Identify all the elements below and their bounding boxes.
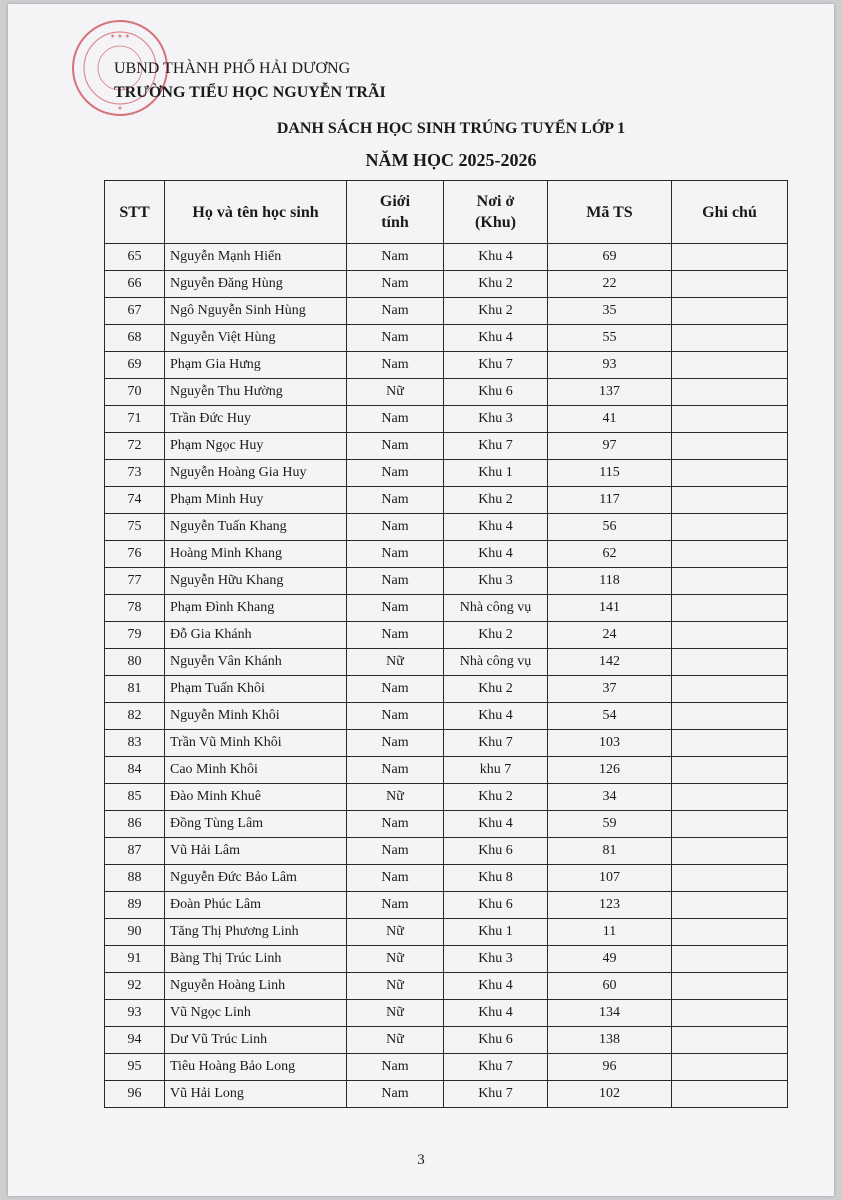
svg-text:★ ★ ★: ★ ★ ★ bbox=[110, 33, 130, 40]
cell-stt: 73 bbox=[105, 460, 165, 487]
cell-student-name: Dư Vũ Trúc Linh bbox=[165, 1027, 347, 1054]
cell-stt: 92 bbox=[105, 973, 165, 1000]
cell-note bbox=[672, 622, 788, 649]
table-row bbox=[105, 460, 788, 487]
cell-stt: 65 bbox=[105, 244, 165, 271]
cell-note bbox=[672, 730, 788, 757]
cell-student-name: Bàng Thị Trúc Linh bbox=[165, 946, 347, 973]
cell-area: Khu 2 bbox=[444, 676, 548, 703]
header-area bbox=[444, 181, 548, 244]
cell-stt: 80 bbox=[105, 649, 165, 676]
cell-student-name: Cao Minh Khôi bbox=[165, 757, 347, 784]
cell-code: 22 bbox=[548, 271, 672, 298]
cell-gender: Nam bbox=[347, 595, 444, 622]
header-name: Họ và tên học sinh bbox=[165, 181, 347, 244]
cell-code: 123 bbox=[548, 892, 672, 919]
table-row bbox=[105, 946, 788, 973]
cell-gender: Nam bbox=[347, 244, 444, 271]
header-stt: STT bbox=[105, 181, 165, 244]
cell-note bbox=[672, 541, 788, 568]
cell-stt: 93 bbox=[105, 1000, 165, 1027]
cell-code: 56 bbox=[548, 514, 672, 541]
header-area-line1: Nơi ở bbox=[476, 193, 515, 210]
cell-code: 41 bbox=[548, 406, 672, 433]
cell-student-name: Phạm Minh Huy bbox=[165, 487, 347, 514]
cell-gender: Nam bbox=[347, 433, 444, 460]
table-row bbox=[105, 622, 788, 649]
cell-student-name: Đào Minh Khuê bbox=[165, 784, 347, 811]
cell-code: 102 bbox=[548, 1081, 672, 1108]
cell-note bbox=[672, 298, 788, 325]
cell-student-name: Nguyễn Thu Hường bbox=[165, 379, 347, 406]
cell-student-name: Nguyễn Minh Khôi bbox=[165, 703, 347, 730]
cell-area: Khu 7 bbox=[444, 352, 548, 379]
table-row bbox=[105, 1027, 788, 1054]
cell-stt: 86 bbox=[105, 811, 165, 838]
cell-gender: Nam bbox=[347, 892, 444, 919]
cell-gender: Nam bbox=[347, 325, 444, 352]
cell-code: 115 bbox=[548, 460, 672, 487]
cell-stt: 72 bbox=[105, 433, 165, 460]
cell-gender: Nam bbox=[347, 406, 444, 433]
cell-area: Khu 4 bbox=[444, 325, 548, 352]
cell-gender: Nam bbox=[347, 271, 444, 298]
table-row bbox=[105, 244, 788, 271]
cell-area: Khu 4 bbox=[444, 973, 548, 1000]
cell-stt: 85 bbox=[105, 784, 165, 811]
cell-stt: 78 bbox=[105, 595, 165, 622]
cell-student-name: Nguyễn Hữu Khang bbox=[165, 568, 347, 595]
cell-code: 93 bbox=[548, 352, 672, 379]
cell-area: Khu 7 bbox=[444, 730, 548, 757]
cell-stt: 67 bbox=[105, 298, 165, 325]
cell-code: 24 bbox=[548, 622, 672, 649]
cell-gender: Nam bbox=[347, 811, 444, 838]
cell-stt: 90 bbox=[105, 919, 165, 946]
cell-stt: 71 bbox=[105, 406, 165, 433]
cell-code: 81 bbox=[548, 838, 672, 865]
cell-area: Khu 3 bbox=[444, 946, 548, 973]
cell-note bbox=[672, 919, 788, 946]
cell-code: 97 bbox=[548, 433, 672, 460]
table-row bbox=[105, 784, 788, 811]
cell-student-name: Phạm Ngọc Huy bbox=[165, 433, 347, 460]
cell-note bbox=[672, 1027, 788, 1054]
cell-note bbox=[672, 784, 788, 811]
cell-code: 62 bbox=[548, 541, 672, 568]
cell-stt: 70 bbox=[105, 379, 165, 406]
cell-code: 137 bbox=[548, 379, 672, 406]
table-row bbox=[105, 271, 788, 298]
table-header-row bbox=[105, 181, 788, 244]
table-row bbox=[105, 595, 788, 622]
cell-student-name: Ngô Nguyễn Sinh Hùng bbox=[165, 298, 347, 325]
cell-student-name: Trần Vũ Minh Khôi bbox=[165, 730, 347, 757]
cell-note bbox=[672, 703, 788, 730]
cell-gender: Nữ bbox=[347, 379, 444, 406]
page-number: 3 bbox=[417, 1152, 425, 1168]
cell-stt: 81 bbox=[105, 676, 165, 703]
cell-stt: 89 bbox=[105, 892, 165, 919]
cell-note bbox=[672, 757, 788, 784]
cell-note bbox=[672, 865, 788, 892]
cell-student-name: Đỗ Gia Khánh bbox=[165, 622, 347, 649]
cell-area: Khu 7 bbox=[444, 1054, 548, 1081]
cell-stt: 66 bbox=[105, 271, 165, 298]
cell-area: khu 7 bbox=[444, 757, 548, 784]
cell-gender: Nam bbox=[347, 460, 444, 487]
header-note: Ghi chú bbox=[672, 181, 788, 244]
cell-area: Khu 8 bbox=[444, 865, 548, 892]
cell-code: 60 bbox=[548, 973, 672, 1000]
cell-gender: Nam bbox=[347, 703, 444, 730]
cell-student-name: Phạm Tuấn Khôi bbox=[165, 676, 347, 703]
cell-code: 34 bbox=[548, 784, 672, 811]
table-row bbox=[105, 892, 788, 919]
cell-note bbox=[672, 325, 788, 352]
table-row bbox=[105, 838, 788, 865]
cell-area: Khu 4 bbox=[444, 811, 548, 838]
cell-gender: Nữ bbox=[347, 1027, 444, 1054]
table-row bbox=[105, 568, 788, 595]
cell-code: 134 bbox=[548, 1000, 672, 1027]
cell-note bbox=[672, 514, 788, 541]
cell-area: Khu 4 bbox=[444, 514, 548, 541]
table-row bbox=[105, 514, 788, 541]
cell-code: 35 bbox=[548, 298, 672, 325]
cell-student-name: Hoàng Minh Khang bbox=[165, 541, 347, 568]
cell-gender: Nam bbox=[347, 1081, 444, 1108]
table-row bbox=[105, 811, 788, 838]
cell-code: 49 bbox=[548, 946, 672, 973]
cell-note bbox=[672, 892, 788, 919]
cell-note bbox=[672, 271, 788, 298]
cell-stt: 68 bbox=[105, 325, 165, 352]
cell-student-name: Vũ Hải Long bbox=[165, 1081, 347, 1108]
cell-note bbox=[672, 649, 788, 676]
cell-student-name: Nguyễn Đăng Hùng bbox=[165, 271, 347, 298]
table-row bbox=[105, 325, 788, 352]
cell-student-name: Nguyễn Vân Khánh bbox=[165, 649, 347, 676]
cell-note bbox=[672, 676, 788, 703]
cell-gender: Nam bbox=[347, 298, 444, 325]
table-row bbox=[105, 406, 788, 433]
table-row bbox=[105, 676, 788, 703]
cell-area: Nhà công vụ bbox=[444, 595, 548, 622]
cell-note bbox=[672, 946, 788, 973]
table-row bbox=[105, 1054, 788, 1081]
table-row bbox=[105, 433, 788, 460]
cell-student-name: Đồng Tùng Lâm bbox=[165, 811, 347, 838]
cell-area: Khu 7 bbox=[444, 1081, 548, 1108]
cell-area: Khu 6 bbox=[444, 892, 548, 919]
cell-note bbox=[672, 1081, 788, 1108]
cell-student-name: Nguyễn Hoàng Linh bbox=[165, 973, 347, 1000]
cell-note bbox=[672, 1000, 788, 1027]
cell-note bbox=[672, 595, 788, 622]
cell-note bbox=[672, 460, 788, 487]
cell-gender: Nữ bbox=[347, 973, 444, 1000]
cell-code: 11 bbox=[548, 919, 672, 946]
cell-stt: 75 bbox=[105, 514, 165, 541]
cell-area: Khu 6 bbox=[444, 379, 548, 406]
cell-gender: Nam bbox=[347, 676, 444, 703]
student-list-table bbox=[104, 180, 788, 1108]
cell-gender: Nam bbox=[347, 568, 444, 595]
cell-area: Khu 2 bbox=[444, 784, 548, 811]
cell-area: Khu 2 bbox=[444, 622, 548, 649]
cell-code: 103 bbox=[548, 730, 672, 757]
cell-area: Khu 4 bbox=[444, 1000, 548, 1027]
cell-gender: Nam bbox=[347, 514, 444, 541]
svg-text:★: ★ bbox=[117, 105, 123, 112]
table-row bbox=[105, 1000, 788, 1027]
cell-gender: Nam bbox=[347, 757, 444, 784]
cell-code: 96 bbox=[548, 1054, 672, 1081]
cell-code: 141 bbox=[548, 595, 672, 622]
table-row bbox=[105, 865, 788, 892]
header-area-line2: (Khu) bbox=[475, 214, 516, 231]
table-row bbox=[105, 919, 788, 946]
table-row bbox=[105, 730, 788, 757]
cell-gender: Nam bbox=[347, 541, 444, 568]
cell-area: Khu 2 bbox=[444, 487, 548, 514]
table-row bbox=[105, 649, 788, 676]
cell-gender: Nữ bbox=[347, 784, 444, 811]
header-gender-line2: tính bbox=[381, 214, 409, 231]
cell-gender: Nữ bbox=[347, 919, 444, 946]
cell-stt: 74 bbox=[105, 487, 165, 514]
cell-code: 59 bbox=[548, 811, 672, 838]
document-page bbox=[8, 4, 834, 1196]
cell-student-name: Trần Đức Huy bbox=[165, 406, 347, 433]
cell-area: Khu 2 bbox=[444, 298, 548, 325]
cell-area: Khu 4 bbox=[444, 703, 548, 730]
cell-code: 37 bbox=[548, 676, 672, 703]
cell-code: 117 bbox=[548, 487, 672, 514]
cell-code: 126 bbox=[548, 757, 672, 784]
document-title: DANH SÁCH HỌC SINH TRÚNG TUYỂN LỚP 1 bbox=[276, 120, 626, 137]
cell-code: 118 bbox=[548, 568, 672, 595]
cell-student-name: Nguyễn Việt Hùng bbox=[165, 325, 347, 352]
table-row bbox=[105, 703, 788, 730]
cell-code: 142 bbox=[548, 649, 672, 676]
cell-area: Nhà công vụ bbox=[444, 649, 548, 676]
issuing-authority: UBND THÀNH PHỐ HẢI DƯƠNG bbox=[114, 60, 351, 77]
cell-stt: 82 bbox=[105, 703, 165, 730]
cell-stt: 76 bbox=[105, 541, 165, 568]
cell-note bbox=[672, 433, 788, 460]
cell-note bbox=[672, 838, 788, 865]
cell-student-name: Vũ Hải Lâm bbox=[165, 838, 347, 865]
header-gender-line1: Giới bbox=[379, 193, 411, 210]
cell-stt: 87 bbox=[105, 838, 165, 865]
cell-note bbox=[672, 244, 788, 271]
table-row bbox=[105, 757, 788, 784]
table-row bbox=[105, 298, 788, 325]
cell-code: 69 bbox=[548, 244, 672, 271]
cell-note bbox=[672, 379, 788, 406]
cell-stt: 79 bbox=[105, 622, 165, 649]
cell-stt: 96 bbox=[105, 1081, 165, 1108]
cell-gender: Nữ bbox=[347, 946, 444, 973]
cell-student-name: Vũ Ngọc Linh bbox=[165, 1000, 347, 1027]
cell-gender: Nam bbox=[347, 730, 444, 757]
cell-student-name: Nguyễn Mạnh Hiển bbox=[165, 244, 347, 271]
cell-student-name: Phạm Đình Khang bbox=[165, 595, 347, 622]
cell-student-name: Nguyễn Hoàng Gia Huy bbox=[165, 460, 347, 487]
cell-gender: Nam bbox=[347, 1054, 444, 1081]
cell-stt: 94 bbox=[105, 1027, 165, 1054]
cell-area: Khu 3 bbox=[444, 406, 548, 433]
cell-gender: Nam bbox=[347, 865, 444, 892]
cell-code: 55 bbox=[548, 325, 672, 352]
cell-area: Khu 6 bbox=[444, 838, 548, 865]
cell-gender: Nam bbox=[347, 352, 444, 379]
cell-gender: Nam bbox=[347, 487, 444, 514]
cell-area: Khu 7 bbox=[444, 433, 548, 460]
cell-area: Khu 2 bbox=[444, 271, 548, 298]
table-row bbox=[105, 541, 788, 568]
table-row bbox=[105, 352, 788, 379]
cell-area: Khu 4 bbox=[444, 244, 548, 271]
cell-stt: 84 bbox=[105, 757, 165, 784]
school-year: NĂM HỌC 2025-2026 bbox=[365, 150, 537, 170]
table-row bbox=[105, 1081, 788, 1108]
cell-student-name: Nguyễn Đức Bảo Lâm bbox=[165, 865, 347, 892]
cell-code: 54 bbox=[548, 703, 672, 730]
cell-note bbox=[672, 352, 788, 379]
cell-gender: Nam bbox=[347, 622, 444, 649]
table-row bbox=[105, 379, 788, 406]
cell-area: Khu 4 bbox=[444, 541, 548, 568]
cell-gender: Nam bbox=[347, 838, 444, 865]
cell-note bbox=[672, 973, 788, 1000]
header-gender bbox=[347, 181, 444, 244]
cell-note bbox=[672, 568, 788, 595]
cell-note bbox=[672, 487, 788, 514]
cell-student-name: Đoàn Phúc Lâm bbox=[165, 892, 347, 919]
cell-note bbox=[672, 811, 788, 838]
cell-student-name: Nguyễn Tuấn Khang bbox=[165, 514, 347, 541]
cell-area: Khu 1 bbox=[444, 460, 548, 487]
cell-stt: 88 bbox=[105, 865, 165, 892]
cell-code: 107 bbox=[548, 865, 672, 892]
cell-note bbox=[672, 1054, 788, 1081]
cell-gender: Nữ bbox=[347, 649, 444, 676]
cell-student-name: Tiêu Hoàng Bảo Long bbox=[165, 1054, 347, 1081]
cell-stt: 95 bbox=[105, 1054, 165, 1081]
cell-stt: 83 bbox=[105, 730, 165, 757]
cell-code: 138 bbox=[548, 1027, 672, 1054]
cell-stt: 77 bbox=[105, 568, 165, 595]
header-code: Mã TS bbox=[548, 181, 672, 244]
cell-student-name: Phạm Gia Hưng bbox=[165, 352, 347, 379]
cell-gender: Nữ bbox=[347, 1000, 444, 1027]
cell-stt: 91 bbox=[105, 946, 165, 973]
table-row bbox=[105, 973, 788, 1000]
cell-note bbox=[672, 406, 788, 433]
cell-area: Khu 1 bbox=[444, 919, 548, 946]
cell-stt: 69 bbox=[105, 352, 165, 379]
school-name: TRƯỜNG TIỂU HỌC NGUYỄN TRÃI bbox=[114, 84, 386, 101]
cell-student-name: Tăng Thị Phương Linh bbox=[165, 919, 347, 946]
table-row bbox=[105, 487, 788, 514]
cell-area: Khu 3 bbox=[444, 568, 548, 595]
cell-area: Khu 6 bbox=[444, 1027, 548, 1054]
